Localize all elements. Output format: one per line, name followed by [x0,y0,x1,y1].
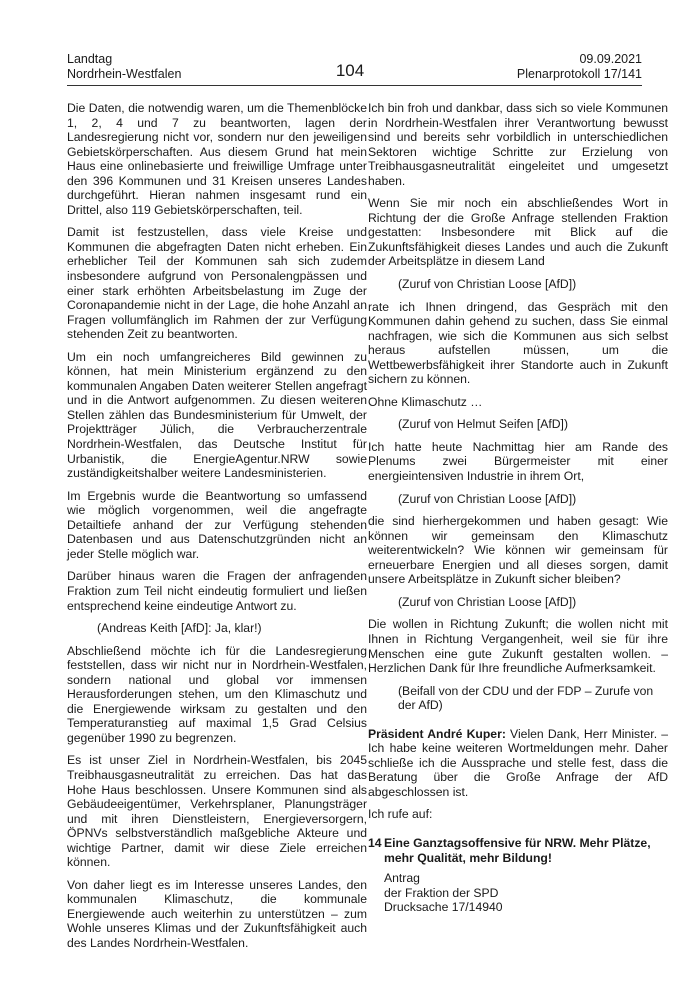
paragraph: rate ich Ihnen dringend, das Gespräch mit den Kommunen dahin gehend zu suchen, dass Sie einmal nachfragen, wie sich die Kommunen aus sich selbst heraus aufstellen müssen, um die Wettbewerbsfähigkeit ihrer Standorte auch in Zukunft sichern zu können. [368,299,668,387]
header-protocol-id: Plenarprotokoll 17/141 [516,67,642,81]
interjection: (Beifall von der CDU und der FDP – Zurufe von der AfD) [398,683,654,713]
paragraph: Damit ist festzustellen, dass viele Kreise und Kommunen die abgefragten Daten nicht erheben. Ein erheblicher Teil der Kommunen sah sich zudem insbesondere aufgrund von Personalengpässen und einer stark erhöhten Arbeitsbelastung im Zuge der Coronapandemie nicht in der Lage, die hohe Anzahl an Fragen vollumfänglich im Rahmen der zur Verfügung stehenden Zeit zu beantworten. [67,225,367,342]
header-landtag: Landtag [67,52,113,66]
header-divider [67,85,642,86]
interjection: (Andreas Keith [AfD]: Ja, klar!) [97,621,262,636]
paragraph: Ich bin froh und dankbar, dass sich so viele Kommunen in Nordrhein-Westfalen ihrer Verantwortung bewusst sind und bereits sehr vorbildlich in unterschiedlichen Sektoren wichtige Schritte zur Erzielung von Treibhausgasneutralität eingeleitet und umgesetzt haben. [368,101,668,188]
interjection: (Zuruf von Christian Loose [AfD]) [398,491,577,506]
paragraph: Darüber hinaus waren die Fragen der anfragenden Fraktion zum Teil nicht eindeutig formuliert und ließen entsprechend keine eindeutige Antwort zu. [67,569,367,613]
speaker-text: Vielen Dank, Herr Minister. – Ich habe keine weiteren Wortmeldungen mehr. Daher schließe ich die Aussprache und stelle fest, dass die Beratung über die Große Anfrage der AfD abgeschlossen ist. [368,726,669,799]
agenda-item [368,836,668,865]
motion-document-number: Drucksache 17/14940 [384,900,503,915]
paragraph: die sind hierhergekommen und haben gesagt: Wie können wir gemeinsam den Klimaschutz weiterentwickeln? Wie können wir gemeinsam für erneuerbare Energien und all dieses sorgen, damit unsere Arbeitsplätze in Zukunft sicher bleiben? [368,514,668,587]
paragraph: Die Daten, die notwendig waren, um die Themenblöcke 1, 2, 4 und 7 zu beantworten, lagen der Landesregierung nicht vor, sondern nur den jeweiligen Gebietskörperschaften. Aus diesem Grund hat mein Haus eine onlinebasierte und freiwillige Umfrage unter den 396 Kommunen und 31 Kreisen unseres Landes durchgeführt. Hieran nahmen insgesamt rund ein Drittel, also 119 Gebietskörperschaften, teil. [67,101,367,217]
header-state: Nordrhein-Westfalen [67,67,182,81]
interjection: (Zuruf von Christian Loose [AfD]) [398,277,577,292]
paragraph: Abschließend möchte ich für die Landesregierung feststellen, dass wir nicht nur in Nordrhein-Westfalen, sondern national und global vor immensen Herausforderungen stehen, um den Klimaschutz und die Energiewende wirksam zu gestalten und den Temperaturanstieg auf maximal 1,5 Grad Celsius gegenüber 1990 zu begrenzen. [67,643,367,745]
paragraph: Ich hatte heute Nachmittag hier am Rande des Plenums zwei Bürgermeister mit einer energieintensiven Industrie in ihrem Ort, [368,439,668,484]
paragraph: Wenn Sie mir noch ein abschließendes Wort in Richtung der die Große Anfrage stellenden Fraktion gestatten: Insbesondere mit Blick auf die Zukunftsfähigkeit dieses Landes und auch die Zukunft der Arbeitsplätze in diesem Land [368,196,668,269]
paragraph: Es ist unser Ziel in Nordrhein-Westfalen, bis 2045 Treibhausgasneutralität zu erreichen. Das hat das Hohe Haus beschlossen. Unsere Kommunen sind als Gebäudeeigentümer, Verkehrsplaner, Planungsträger und mit ihren Dienstleistern, Energieversorgern, ÖPNVs selbstverständlich maßgebliche Akteure und wichtige Partner, damit wir diese Ziele erreichen können. [67,753,367,870]
right-column [368,101,668,915]
speaker-paragraph [368,727,668,800]
interjection: (Zuruf von Helmut Seifen [AfD]) [398,417,569,432]
motion-details [368,871,668,915]
page-number: 104 [335,61,365,80]
paragraph: Im Ergebnis wurde die Beantwortung so umfassend wie möglich vorgenommen, weil die angefragte Detailtiefe anhand der zur Verfügung stehenden Datenbasen und aus Datenschutzgründen nicht an jeder Stelle möglich war. [67,488,367,561]
motion-faction: der Fraktion der SPD [384,885,499,900]
header-date: 09.09.2021 [579,52,642,66]
motion-type: Antrag [384,871,420,886]
paragraph: Von daher liegt es im Interesse unseres Landes, den kommunalen Klimaschutz, die kommunale Energiewende auch weiterhin zu unterstützen – zum Wohle unseres Klimas und der Zukunftsfähigkeit auch des Landes Nordrhein-Westfalen. [67,877,367,950]
interjection: (Zuruf von Christian Loose [AfD]) [398,594,577,609]
paragraph: Um ein noch umfangreicheres Bild gewinnen zu können, hat mein Ministerium ergänzend zu den kommunalen Angaben Daten weiterer Stellen angefragt und in die Antwort aufgenommen. Zu diesen weiteren Stellen zählen das Bundesministerium für Umwelt, der Projektträger Jülich, die Verbraucherzentrale Nordrhein-Westfalen, das Deutsche Institut für Urbanistik, die EnergieAgentur.NRW sowie zuständigkeitshalber weitere Landesministerien. [67,349,367,481]
header-right [517,52,642,82]
agenda-title: Eine Ganztagsoffensive für NRW. Mehr Plätze, mehr Qualität, mehr Bildung! [384,835,651,865]
speaker-name: Präsident André Kuper: [368,726,506,741]
left-column [67,101,367,959]
paragraph: Die wollen in Richtung Zukunft; die wollen nicht mit Ihnen in Richtung Vergangenheit, weil sie für ihre Menschen eine gute Zukunft gestalten wollen. – Herzlichen Dank für Ihre freundliche Aufmerksamkeit. [368,617,668,676]
paragraph: Ich rufe auf: [368,807,433,822]
paragraph: Ohne Klimaschutz … [368,394,483,409]
agenda-number: 14 [368,835,382,850]
